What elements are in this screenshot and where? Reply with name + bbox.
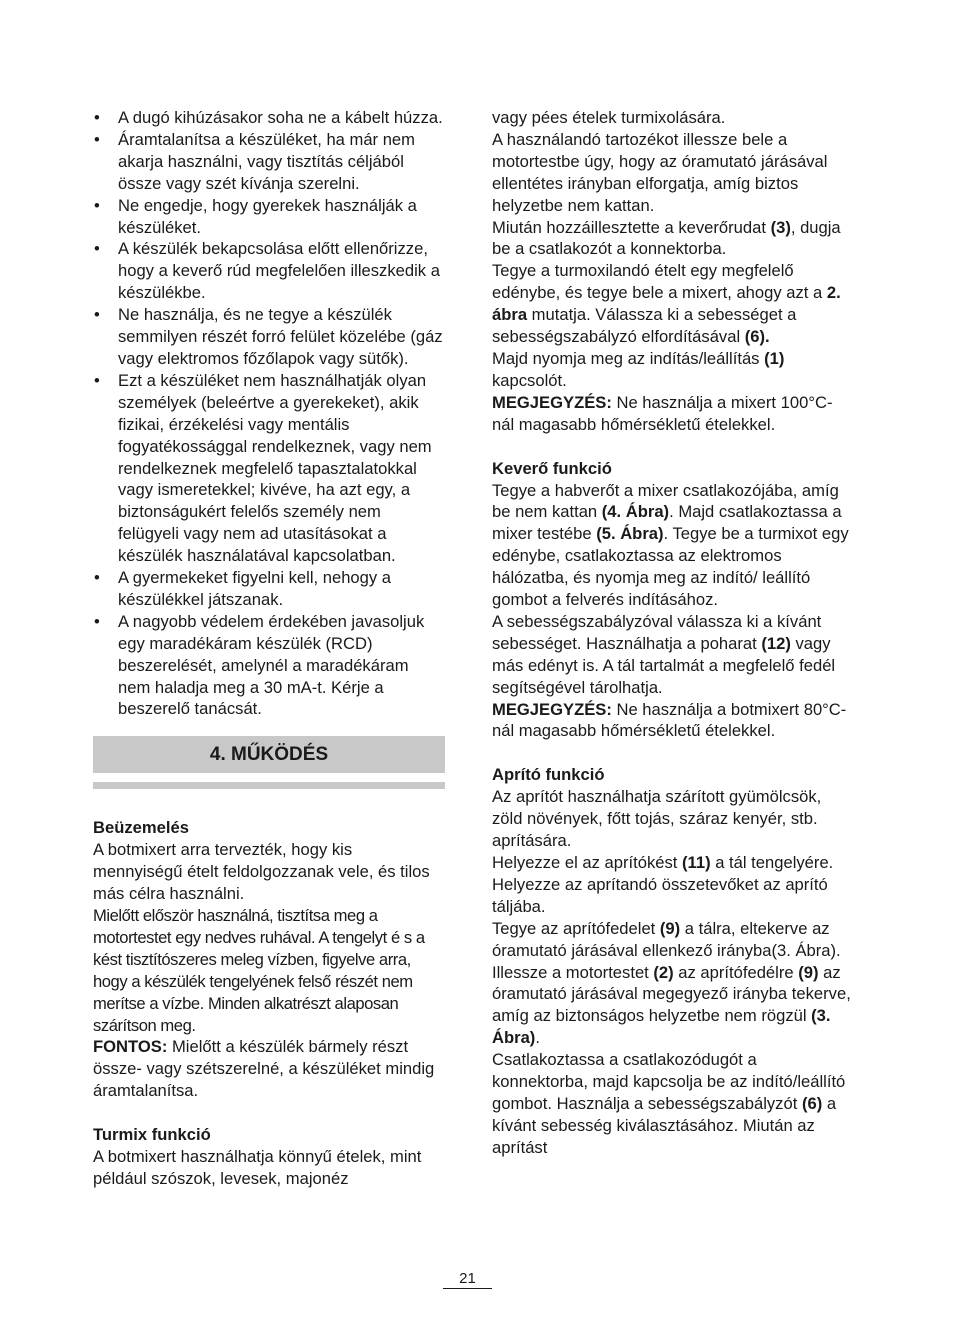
paragraph: A botmixert használhatja könnyű ételek, mint például szószok, levesek, majonéz	[93, 1147, 422, 1188]
text-run: vagy más edényt is. A tál tartalmát a megfelelő fedél segítségével tárolhatja.	[492, 633, 836, 697]
text-run: A sebességszabályzóval válassza ki a kívánt sebességet. Használhatja a poharat	[492, 611, 822, 653]
paragraph	[492, 962, 852, 1050]
list-item: • A dugó kihúzásakor soha ne a kábelt húzza.	[93, 107, 445, 129]
text-run: Tegye az aprítófedelet	[492, 918, 660, 938]
spacer	[93, 789, 445, 817]
paragraph-note	[492, 392, 852, 436]
paragraph	[492, 348, 852, 392]
text-run: Miután hozzáillesztette a keverőrudat	[492, 217, 771, 237]
heading-turmix: Turmix funkció	[93, 1125, 211, 1145]
part-number: (2)	[653, 962, 674, 982]
paragraph	[492, 918, 852, 962]
text-run: Tegye a turmoxilandó ételt egy megfelelő edénybe, és tegye bele a mixert, ahogy azt a	[492, 261, 827, 303]
text-run: a kívánt sebesség kiválasztásához. Miután az aprítást	[492, 1093, 837, 1157]
paragraph	[492, 260, 852, 348]
text-run: Tegye a habverőt a mixer csatlakozójába, amíg be nem kattan	[492, 480, 839, 522]
heading-beuzemeles: Beüzemelés	[93, 818, 189, 838]
paragraph	[492, 1049, 852, 1159]
text-run: a tálra, eltekerve az óramutató járásával ellenkező irányba(3. Ábra).	[492, 918, 841, 960]
part-number: (1)	[764, 348, 785, 368]
figure-ref: (5. Ábra)	[596, 524, 664, 544]
text-run: Majd nyomja meg az indítás/leállítás	[492, 348, 765, 368]
text-run: Helyezze el az aprítókést	[492, 853, 682, 872]
paragraph	[492, 611, 852, 699]
part-number: (9)	[659, 918, 681, 938]
paragraph	[492, 217, 852, 261]
text-run: az óramutató járásával megegyező irányba tekerve, amíg az biztonságos helyzetbe nem rögzül	[492, 962, 851, 1026]
page-number-underline	[443, 1288, 492, 1289]
part-number: (6).	[744, 327, 770, 347]
heading-kevero: Keverő funkció	[492, 458, 612, 478]
paragraph	[492, 480, 852, 611]
part-number: (6)	[801, 1093, 823, 1113]
right-column	[492, 107, 852, 1159]
page-number: 21	[459, 1270, 476, 1287]
paragraph	[492, 852, 852, 918]
figure-ref: (3. Ábra)	[492, 1006, 831, 1048]
important-label: FONTOS:	[93, 1037, 168, 1057]
text-run: az aprítófedélre	[673, 962, 799, 982]
figure-ref: 2. ábra	[492, 283, 841, 325]
section-divider	[93, 782, 445, 789]
heading-aprito: Aprító funkció	[492, 765, 605, 785]
part-number: (9)	[798, 962, 819, 982]
list-item: • Ne használja, és ne tegye a készülék semmilyen részét forró felület közelébe (gáz vagy elektromos főzőlapok vagy sütők).	[93, 304, 445, 370]
paragraph-note	[492, 699, 852, 743]
safety-bullet-list	[93, 107, 445, 720]
note-text: Ne használja a mixert 100°C-nál magasabb hőmérsékletű ételekkel.	[492, 392, 833, 434]
list-item: • A nagyobb védelem érdekében javasoljuk egy maradékáram készülék (RCD) beszerelését, amelynél a maradékáram nem haladja meg a 30 mA-t. Kérje a beszerelő tanácsát.	[93, 611, 445, 721]
paragraph: A botmixert arra tervezték, hogy kis mennyiségű ételt feldolgozzanak vele, és tilos más célra használni.	[93, 840, 430, 904]
list-item: • Ne engedje, hogy gyerekek használják a készüléket.	[93, 195, 445, 239]
part-number: (12)	[761, 633, 791, 653]
part-number: (11)	[682, 853, 711, 872]
text-run: kapcsolót.	[492, 370, 567, 390]
paragraph-important	[93, 1036, 445, 1102]
note-label: MEGJEGYZÉS:	[492, 392, 612, 412]
important-text: Mielőtt a készülék bármely részt össze- vagy szétszerelné, a készüléket mindig áramtalanítsa.	[93, 1037, 435, 1101]
text-run: Csatlakoztassa a csatlakozódugót a konnektorba, majd kapcsolja be az indító/leállító gombot. Használja a sebességszabályzót	[492, 1050, 846, 1113]
spacer	[93, 1102, 445, 1124]
paragraph: Az aprítót használhatja szárított gyümölcsök, zöld növények, főtt tojás, száraz kenyér, stb. aprítására.	[492, 787, 822, 851]
text-run: .	[535, 1028, 540, 1048]
list-item: • A készülék bekapcsolása előtt ellenőrizze, hogy a keverő rúd megfelelően illeszkedik a készülékbe.	[93, 238, 445, 304]
list-item: • A gyermekeket figyelni kell, nehogy a készülékkel játszanak.	[93, 567, 445, 611]
part-number: (3)	[770, 217, 791, 237]
text-run: . Majd csatlakoztassa a mixer testébe	[492, 502, 842, 544]
text-run: Illessze a motortestet	[492, 962, 654, 982]
section-title: 4. MŰKÖDÉS	[209, 743, 329, 765]
text-run: . Tegye be a turmixot egy edénybe, csatlakoztassa az elektromos hálózatba, és nyomja meg az indító/ leállító gombot a felverés indításához.	[492, 524, 849, 610]
paragraph: A használandó tartozékot illessze bele a motortestbe úgy, hogy az óramutató járásával ellentétes irányban elforgatja, amíg biztos helyzetbe nem kattan.	[492, 129, 828, 215]
text-run: a tál tengelyére. Helyezze az aprítandó összetevőket az aprító táljába.	[492, 853, 834, 916]
section-title-bar	[93, 736, 445, 773]
left-column	[93, 107, 445, 1190]
figure-ref: (4. Ábra)	[601, 502, 670, 522]
paragraph: Mielőtt először használná, tisztítsa meg a motortestet egy nedves ruhával. A tengelyt é s a kést tisztítószeres meleg vízben, figyelve arra, hogy a készülék tengelyének felső részét nem merítse a vízbe. Minden alkatrészt alaposan szárítson meg.	[93, 906, 425, 1035]
text-run: mutatja. Válassza ki a sebességet a sebességszabályzó elfordításával	[492, 305, 797, 347]
spacer	[492, 436, 852, 458]
list-item: • Ezt a készüléket nem használhatják olyan személyek (beleértve a gyerekeket), akik fizikai, érzékelési vagy mentális fogyatékossággal rendelkeznek, vagy nem rendelkeznek megfelelő tapasztalatokkal vagy ismeretekkel; kivéve, ha azt egy, a biztonságukért felelős személy nem felügyeli vagy nem ad utasításokat a készülék használatával kapcsolatban.	[93, 370, 445, 567]
paragraph: vagy pées ételek turmixolására.	[492, 108, 726, 127]
note-text: Ne használja a botmixert 80°C-nál magasabb hőmérsékletű ételekkel.	[492, 699, 847, 741]
list-item: • Áramtalanítsa a készüléket, ha már nem akarja használni, vagy tisztítás céljából össze vagy szét kívánja szerelni.	[93, 129, 445, 195]
text-run: , dugja be a csatlakozót a konnektorba.	[492, 217, 841, 259]
note-label: MEGJEGYZÉS:	[492, 699, 612, 719]
spacer	[492, 742, 852, 764]
